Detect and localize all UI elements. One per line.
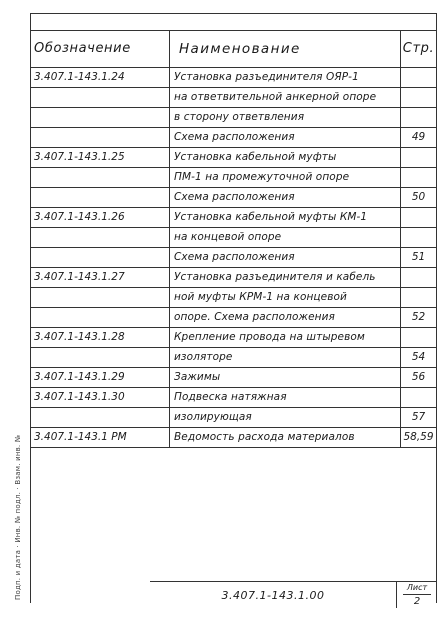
document-code: 3.407.1-143.1.00 [221,589,325,602]
sheet-number: 2 [403,594,431,608]
row-designation: 3.407.1-143.1 РМ [34,431,127,443]
table-row [30,88,436,108]
row-page [401,108,436,127]
header-page: Стр. [402,41,435,56]
contents-table [30,30,436,448]
row-name: Ведомость расхода материалов [174,431,355,443]
table-row [30,408,436,428]
header-designation: Обозначение [34,41,131,56]
row-name: в сторону ответвления [174,111,305,123]
row-page [401,328,436,347]
row-page [401,228,436,247]
header-name: Наименование [179,41,301,57]
table-row [30,208,436,228]
table-row [30,288,436,308]
row-designation [30,248,172,267]
row-name: Подвеска натяжная [174,391,287,403]
frame-right-border [436,13,437,603]
table-row [30,428,436,448]
row-designation [30,168,172,187]
row-name: Установка кабельной муфты [174,151,337,163]
table-row [30,108,436,128]
side-stamp-text: Подп. и дата · Инв. № подл. · Взам. инв. № [14,434,22,600]
row-page [401,148,436,167]
row-name: Крепление провода на штыревом [174,331,365,343]
row-designation [30,308,172,327]
row-designation: 3.407.1-143.1.28 [34,331,125,343]
row-page: 49 [411,131,426,143]
row-name: Установка разъединителя ОЯР-1 [174,71,359,83]
row-name: на концевой опоре [174,231,282,243]
row-page [401,288,436,307]
row-page [401,268,436,287]
row-page: 54 [411,351,426,363]
table-row [30,348,436,368]
row-designation [30,108,172,127]
row-page [401,68,436,87]
table-body [30,68,436,448]
row-designation: 3.407.1-143.1.27 [34,271,125,283]
row-page: 50 [411,191,426,203]
side-stamp [3,434,25,600]
row-designation [30,228,172,247]
row-designation [30,408,172,427]
row-designation [30,348,172,367]
row-name: опоре. Схема расположения [174,311,335,323]
row-page: 57 [411,411,426,423]
row-name: ной муфты КРМ-1 на концевой [174,291,347,303]
row-designation: 3.407.1-143.1.24 [34,71,125,83]
row-name: Установка разъединителя и кабель [174,271,376,283]
row-designation [30,88,172,107]
row-page: 58,59 [403,431,434,443]
table-row [30,268,436,288]
row-designation [30,128,172,147]
table-row [30,368,436,388]
row-name: на ответвительной анкерной опоре [174,91,377,103]
table-header [30,30,436,68]
row-designation [30,188,172,207]
sheet-label: Лист [406,583,428,592]
row-name: Установка кабельной муфты КМ-1 [174,211,368,223]
sheet-box [396,582,437,608]
row-page: 51 [411,251,426,263]
table-row [30,148,436,168]
row-page: 52 [411,311,426,323]
table-row [30,248,436,268]
table-row [30,68,436,88]
title-block-stamp [150,581,436,608]
table-row [30,388,436,408]
row-name: Схема расположения [174,251,295,263]
row-name: Схема расположения [174,191,295,203]
table-row [30,308,436,328]
row-name: Схема расположения [174,131,295,143]
row-designation [30,288,172,307]
row-page [401,208,436,227]
row-name: изолирующая [174,411,252,423]
row-designation: 3.407.1-143.1.25 [34,151,125,163]
row-page [401,88,436,107]
table-row [30,128,436,148]
row-designation: 3.407.1-143.1.26 [34,211,125,223]
table-row [30,228,436,248]
row-designation: 3.407.1-143.1.29 [34,371,125,383]
row-name: ПМ-1 на промежуточной опоре [174,171,350,183]
row-name: изоляторе [174,351,233,363]
row-name: Зажимы [174,371,221,383]
frame-top-border [30,13,436,14]
row-designation: 3.407.1-143.1.30 [34,391,125,403]
table-row [30,188,436,208]
row-page: 56 [411,371,426,383]
row-page [401,388,436,407]
table-row [30,328,436,348]
row-page [401,168,436,187]
table-row [30,168,436,188]
